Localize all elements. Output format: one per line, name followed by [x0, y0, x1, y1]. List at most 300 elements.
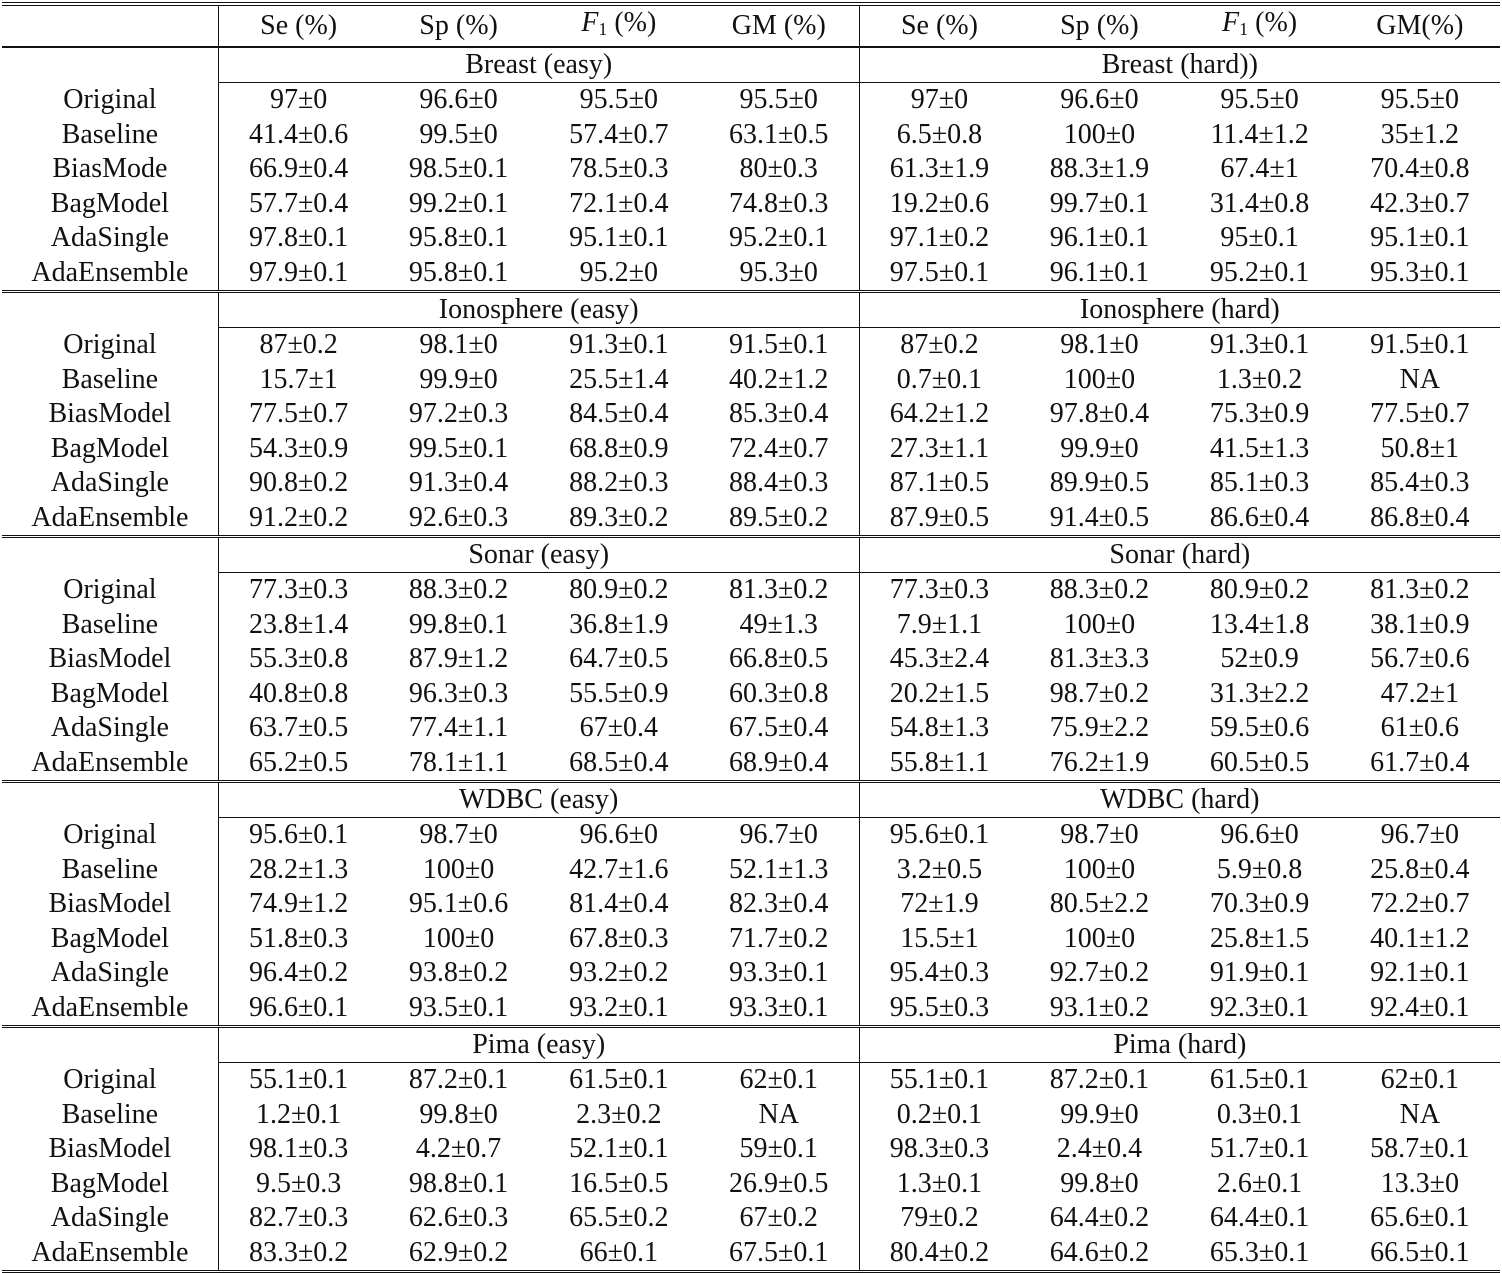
metric-cell: 62±0.1: [699, 1063, 859, 1098]
method-label: BiasModel: [2, 642, 218, 677]
metric-cell: 67±0.2: [699, 1201, 859, 1236]
metric-cell: 89.9±0.5: [1049, 467, 1150, 499]
metric-cell: 100±0: [1063, 608, 1136, 640]
table-row: [2, 187, 1500, 222]
method-label: BiasModel: [2, 887, 218, 922]
method-label: BagModel: [2, 187, 218, 222]
metric-cell: 99.9±0: [419, 363, 498, 395]
metric-cell: 88.3±0.2: [1049, 574, 1150, 606]
metric-cell: 96.6±0: [579, 819, 658, 851]
metric-cell: 64.4±0.2: [1049, 1202, 1150, 1234]
metric-cell: 58.7±0.1: [1370, 1133, 1470, 1165]
metric-cell: 35±1.2: [1380, 118, 1460, 150]
metric-cell: 100±0: [1063, 853, 1136, 885]
metric-cell: 75.3±0.9: [1209, 398, 1310, 430]
metric-cell: 97.8±0.1: [248, 222, 349, 254]
metric-cell: 97±0: [910, 84, 969, 116]
metric-cell: 77.3±0.3: [248, 574, 349, 606]
metric-cell: 96.7±0: [699, 818, 859, 853]
metric-cell: 98.1±0.3: [248, 1133, 349, 1165]
table-row: [2, 1063, 1500, 1098]
metric-cell: 42.3±0.7: [1370, 187, 1470, 219]
group-header-row: [2, 782, 1500, 818]
method-label: BagModel: [2, 432, 218, 467]
metric-cell: 99.2±0.1: [408, 187, 509, 219]
metric-cell: 80.4±0.2: [859, 1236, 1019, 1272]
metric-cell: 41.5±1.3: [1209, 432, 1310, 464]
metric-cell: 63.1±0.5: [699, 118, 859, 153]
metric-cell: 4.2±0.7: [415, 1133, 502, 1165]
metric-cell: 67.8±0.3: [569, 922, 669, 954]
metric-cell: 55.8±1.1: [859, 746, 1019, 782]
metric-cell: 91.3±0.1: [1209, 329, 1310, 361]
metric-cell: 13.3±0: [1380, 1167, 1460, 1199]
metric-cell: 55.1±0.1: [889, 1064, 990, 1096]
group-title-easy: WDBC (easy): [218, 782, 859, 818]
table-row: [2, 1132, 1500, 1167]
metric-cell: 95±0.1: [1220, 222, 1299, 254]
metric-cell: 95.5±0: [1220, 84, 1299, 116]
metric-cell: 98.8±0.1: [408, 1167, 509, 1199]
metric-cell: 91.2±0.2: [218, 501, 378, 537]
metric-cell: NA: [699, 1098, 859, 1133]
results-table-container: [2, 2, 1500, 1273]
table-row: [2, 432, 1500, 467]
method-label: AdaEnsemble: [2, 1236, 218, 1272]
metric-cell: 95.2±0: [539, 256, 699, 292]
metric-cell: 2.6±0.1: [1216, 1167, 1303, 1199]
metric-cell: 15.5±1: [900, 922, 979, 954]
metric-cell: 54.8±1.3: [889, 712, 990, 744]
metric-cell: 51.7±0.1: [1209, 1133, 1310, 1165]
method-label: BiasModel: [2, 397, 218, 432]
metric-cell: 67.4±1: [1220, 153, 1299, 185]
method-label: BagModel: [2, 1167, 218, 1202]
metric-cell: 62.6±0.3: [408, 1202, 509, 1234]
results-body: [2, 47, 1500, 1272]
metric-cell: 65.3±0.1: [1180, 1236, 1340, 1272]
metric-cell: 84.5±0.4: [569, 398, 669, 430]
metric-cell: 97.2±0.3: [408, 398, 509, 430]
metric-cell: NA: [1399, 363, 1441, 395]
table-row: [2, 746, 1500, 782]
group-header-row: [2, 292, 1500, 328]
table-row: [2, 118, 1500, 153]
metric-cell: 82.7±0.3: [248, 1202, 349, 1234]
method-label: AdaSingle: [2, 1201, 218, 1236]
metric-cell: 96.1±0.1: [1049, 222, 1150, 254]
metric-cell: 47.2±1: [1380, 677, 1460, 709]
results-table: [2, 2, 1500, 1273]
metric-cell: 71.7±0.2: [699, 922, 859, 957]
metric-cell: 42.7±1.6: [569, 853, 669, 885]
metric-cell: 96.6±0: [419, 84, 498, 116]
metric-cell: 11.4±1.2: [1210, 118, 1309, 150]
metric-cell: 80.9±0.2: [1209, 574, 1310, 606]
metric-cell: 31.4±0.8: [1209, 187, 1310, 219]
metric-cell: 82.3±0.4: [699, 887, 859, 922]
metric-cell: 20.2±1.5: [889, 677, 990, 709]
metric-cell: 26.9±0.5: [699, 1167, 859, 1202]
metric-cell: 85.1±0.3: [1209, 467, 1310, 499]
method-label: Baseline: [2, 1098, 218, 1133]
metric-cell: 91.3±0.1: [569, 329, 669, 361]
metric-cell: 1.3±0.2: [1216, 363, 1303, 395]
metric-cell: 87.1±0.5: [889, 467, 990, 499]
metric-cell: 64.4±0.1: [1209, 1202, 1310, 1234]
metric-cell: 3.2±0.5: [896, 853, 983, 885]
metric-cell: 99.8±0: [419, 1098, 498, 1130]
metric-cell: 100±0: [1063, 118, 1136, 150]
metric-cell: 66±0.1: [539, 1236, 699, 1272]
table-row: [2, 363, 1500, 398]
metric-cell: 61±0.6: [1380, 712, 1460, 744]
metric-cell: 91.4±0.5: [1019, 501, 1179, 537]
group-title-easy: Breast (easy): [218, 47, 859, 83]
metric-cell: 52.1±0.1: [569, 1133, 669, 1165]
metric-cell: 100±0: [1063, 363, 1136, 395]
metric-cell: 65.2±0.5: [218, 746, 378, 782]
method-label: AdaEnsemble: [2, 991, 218, 1027]
metric-cell: 99.5±0.1: [408, 432, 509, 464]
metric-cell: 0.3±0.1: [1216, 1098, 1303, 1130]
metric-cell: 93.8±0.2: [408, 957, 509, 989]
metric-cell: 61.7±0.4: [1340, 746, 1500, 782]
metric-cell: 40.2±1.2: [699, 363, 859, 398]
method-label: AdaEnsemble: [2, 501, 218, 537]
metric-cell: 52±0.9: [1220, 643, 1299, 675]
metric-cell: 23.8±1.4: [248, 608, 349, 640]
metric-cell: 56.7±0.6: [1370, 643, 1470, 675]
metric-cell: 0.7±0.1: [896, 363, 983, 395]
metric-cell: 40.8±0.8: [248, 677, 349, 709]
group-title-hard: WDBC (hard): [859, 782, 1500, 818]
metric-cell: 79±0.2: [900, 1202, 979, 1234]
group-title-hard: Ionosphere (hard): [859, 292, 1500, 328]
table-row: [2, 83, 1500, 118]
metric-cell: 9.5±0.3: [255, 1167, 342, 1199]
header-row: [2, 4, 1500, 47]
metric-cell: 87±0.2: [900, 329, 979, 361]
header-se-easy: Se (%): [260, 10, 338, 41]
metric-cell: 28.2±1.3: [248, 853, 349, 885]
metric-cell: 57.4±0.7: [569, 118, 669, 150]
metric-cell: 68.9±0.4: [699, 746, 859, 782]
metric-cell: 100±0: [1063, 922, 1136, 954]
metric-cell: NA: [1399, 1098, 1441, 1130]
metric-cell: 55.3±0.8: [248, 643, 349, 675]
metric-cell: 50.8±1: [1380, 432, 1460, 464]
group-title-easy: Sonar (easy): [218, 537, 859, 573]
metric-cell: 95.5±0: [579, 84, 658, 116]
metric-cell: 97.8±0.4: [1049, 398, 1150, 430]
metric-cell: 51.8±0.3: [248, 922, 349, 954]
metric-cell: 92.6±0.3: [378, 501, 538, 537]
metric-cell: 60.5±0.5: [1180, 746, 1340, 782]
method-label: AdaSingle: [2, 956, 218, 991]
method-label: AdaSingle: [2, 711, 218, 746]
metric-cell: 99.5±0: [419, 118, 498, 150]
metric-cell: 62±0.1: [1380, 1064, 1460, 1096]
metric-cell: 65.6±0.1: [1370, 1202, 1470, 1234]
metric-cell: 98.3±0.3: [889, 1133, 990, 1165]
metric-cell: 83.3±0.2: [218, 1236, 378, 1272]
metric-cell: 1.2±0.1: [255, 1098, 342, 1130]
method-label: Baseline: [2, 608, 218, 643]
method-label: BagModel: [2, 922, 218, 957]
metric-cell: 59.5±0.6: [1209, 712, 1310, 744]
metric-cell: 95.3±0.1: [1340, 256, 1500, 292]
metric-cell: 81.3±0.2: [699, 573, 859, 608]
metric-cell: 61.3±1.9: [889, 153, 990, 185]
metric-cell: 93.2±0.2: [569, 957, 669, 989]
metric-cell: 99.9±0: [1060, 432, 1139, 464]
metric-cell: 99.7±0.1: [1049, 187, 1150, 219]
metric-cell: 74.8±0.3: [699, 187, 859, 222]
metric-cell: 70.4±0.8: [1370, 153, 1470, 185]
metric-cell: 99.9±0: [1060, 1098, 1139, 1130]
metric-cell: 96.3±0.3: [408, 677, 509, 709]
table-row: [2, 677, 1500, 712]
metric-cell: 49±1.3: [699, 608, 859, 643]
metric-cell: 96.6±0: [1060, 84, 1139, 116]
group-header-row: [2, 47, 1500, 83]
method-label: BiasModel: [2, 1132, 218, 1167]
metric-cell: 92.1±0.1: [1370, 957, 1470, 989]
metric-cell: 70.3±0.9: [1209, 888, 1310, 920]
metric-cell: 25.8±0.4: [1370, 853, 1470, 885]
table-row: [2, 711, 1500, 746]
metric-cell: 95.1±0.1: [1370, 222, 1470, 254]
metric-cell: 95.5±0: [1380, 84, 1460, 116]
metric-cell: 96.6±0: [1220, 819, 1299, 851]
metric-cell: 72.1±0.4: [569, 187, 669, 219]
metric-cell: 65.5±0.2: [569, 1202, 669, 1234]
group-header-row: [2, 537, 1500, 573]
table-row: [2, 1201, 1500, 1236]
group-title-hard: Breast (hard)): [859, 47, 1500, 83]
metric-cell: 89.5±0.2: [699, 501, 859, 537]
metric-cell: 5.9±0.8: [1216, 853, 1303, 885]
metric-cell: 92.4±0.1: [1340, 991, 1500, 1027]
metric-cell: 95.1±0.1: [569, 222, 669, 254]
metric-cell: 64.7±0.5: [569, 643, 669, 675]
table-row: [2, 397, 1500, 432]
group-header-row: [2, 1027, 1500, 1063]
metric-cell: 27.3±1.1: [889, 432, 990, 464]
metric-cell: 25.8±1.5: [1209, 922, 1310, 954]
header-se-hard: Se (%): [900, 10, 978, 41]
metric-cell: 99.8±0: [1060, 1167, 1139, 1199]
table-row: [2, 152, 1500, 187]
metric-cell: 90.8±0.2: [248, 467, 349, 499]
header-f1-easy: $F_1$ (%): [581, 7, 657, 39]
metric-cell: 41.4±0.6: [248, 118, 349, 150]
metric-cell: 88.2±0.3: [569, 467, 669, 499]
metric-cell: 64.2±1.2: [889, 398, 990, 430]
table-row: [2, 1167, 1500, 1202]
metric-cell: 72.2±0.7: [1370, 888, 1470, 920]
metric-cell: 98.7±0.2: [1049, 677, 1150, 709]
metric-cell: 77.5±0.7: [1370, 398, 1470, 430]
metric-cell: 66.8±0.5: [699, 642, 859, 677]
metric-cell: 74.9±1.2: [248, 888, 349, 920]
method-label: BagModel: [2, 677, 218, 712]
method-label: Baseline: [2, 118, 218, 153]
method-label: Baseline: [2, 363, 218, 398]
table-row: [2, 466, 1500, 501]
table-row: [2, 221, 1500, 256]
metric-cell: 96.7±0: [1380, 819, 1460, 851]
metric-cell: 87±0.2: [259, 329, 338, 361]
metric-cell: 78.5±0.3: [569, 153, 669, 185]
metric-cell: 93.2±0.1: [539, 991, 699, 1027]
metric-cell: 95.2±0.1: [699, 221, 859, 256]
metric-cell: 54.3±0.9: [248, 432, 349, 464]
group-label-spacer: [2, 47, 218, 83]
metric-cell: 55.1±0.1: [248, 1064, 349, 1096]
metric-cell: 13.4±1.8: [1209, 608, 1310, 640]
metric-cell: 38.1±0.9: [1370, 608, 1470, 640]
method-label: Baseline: [2, 853, 218, 888]
metric-cell: 45.3±2.4: [889, 643, 990, 675]
metric-cell: 81.3±0.2: [1370, 574, 1470, 606]
metric-cell: 95.5±0: [699, 83, 859, 118]
group-label-spacer: [2, 292, 218, 328]
metric-cell: 95.1±0.6: [408, 888, 509, 920]
metric-cell: 68.8±0.9: [569, 432, 669, 464]
table-row: [2, 991, 1500, 1027]
metric-cell: 80.5±2.2: [1049, 888, 1150, 920]
metric-cell: 93.5±0.1: [378, 991, 538, 1027]
metric-cell: 96.4±0.2: [248, 957, 349, 989]
metric-cell: 55.5±0.9: [569, 677, 669, 709]
metric-cell: 1.3±0.1: [896, 1167, 983, 1199]
metric-cell: 100±0: [422, 922, 495, 954]
method-label: AdaEnsemble: [2, 256, 218, 292]
table-row: [2, 1098, 1500, 1133]
metric-cell: 99.8±0.1: [408, 608, 509, 640]
metric-cell: 36.8±1.9: [569, 608, 669, 640]
metric-cell: 64.6±0.2: [1019, 1236, 1179, 1272]
metric-cell: 31.3±2.2: [1209, 677, 1310, 709]
metric-cell: 2.3±0.2: [576, 1098, 662, 1130]
metric-cell: 98.7±0: [1060, 819, 1139, 851]
metric-cell: 98.1±0: [1060, 329, 1139, 361]
metric-cell: 0.2±0.1: [896, 1098, 983, 1130]
group-title-easy: Ionosphere (easy): [218, 292, 859, 328]
metric-cell: 92.7±0.2: [1049, 957, 1150, 989]
metric-cell: 15.7±1: [259, 363, 338, 395]
metric-cell: 52.1±1.3: [699, 853, 859, 888]
metric-cell: 95.8±0.1: [408, 222, 509, 254]
metric-cell: 86.6±0.4: [1180, 501, 1340, 537]
method-label: Original: [2, 1063, 218, 1098]
metric-cell: 95.2±0.1: [1180, 256, 1340, 292]
metric-cell: 77.4±1.1: [408, 712, 509, 744]
metric-cell: 72±1.9: [900, 888, 979, 920]
metric-cell: 66.9±0.4: [248, 153, 349, 185]
metric-cell: 100±0: [422, 853, 495, 885]
method-label: Original: [2, 83, 218, 118]
header-gm-hard: GM(%): [1376, 10, 1464, 41]
metric-cell: 77.3±0.3: [889, 574, 990, 606]
metric-cell: 95.3±0: [699, 256, 859, 292]
metric-cell: 80.9±0.2: [569, 574, 669, 606]
method-label: Original: [2, 573, 218, 608]
metric-cell: 6.5±0.8: [896, 118, 983, 150]
metric-cell: 77.5±0.7: [248, 398, 349, 430]
metric-cell: 97.1±0.2: [889, 222, 990, 254]
metric-cell: 91.5±0.1: [1370, 329, 1470, 361]
metric-cell: 93.3±0.1: [699, 991, 859, 1027]
metric-cell: 7.9±1.1: [896, 608, 983, 640]
metric-cell: 97±0: [269, 84, 328, 116]
table-row: [2, 608, 1500, 643]
group-label-spacer: [2, 782, 218, 818]
metric-cell: 57.7±0.4: [248, 187, 349, 219]
metric-cell: 91.5±0.1: [699, 328, 859, 363]
header-gm-easy: GM (%): [699, 4, 859, 47]
metric-cell: 88.3±1.9: [1049, 153, 1150, 185]
table-row: [2, 956, 1500, 991]
method-label: AdaSingle: [2, 221, 218, 256]
method-label: BiasMode: [2, 152, 218, 187]
metric-cell: 85.4±0.3: [1370, 467, 1470, 499]
metric-cell: 98.5±0.1: [408, 153, 509, 185]
metric-cell: 96.1±0.1: [1019, 256, 1179, 292]
metric-cell: 97.9±0.1: [218, 256, 378, 292]
metric-cell: 67±0.4: [579, 712, 658, 744]
metric-cell: 96.6±0.1: [218, 991, 378, 1027]
metric-cell: 76.2±1.9: [1019, 746, 1179, 782]
metric-cell: 89.3±0.2: [539, 501, 699, 537]
header-f1-hard: $F_1$ (%): [1222, 7, 1298, 39]
metric-cell: 67.5±0.1: [699, 1236, 859, 1272]
metric-cell: 88.3±0.2: [408, 574, 509, 606]
metric-cell: 16.5±0.5: [569, 1167, 669, 1199]
metric-cell: 62.9±0.2: [378, 1236, 538, 1272]
metric-cell: 81.3±3.3: [1049, 643, 1150, 675]
metric-cell: 87.2±0.1: [408, 1064, 509, 1096]
header-sp-easy: Sp (%): [419, 10, 498, 41]
metric-cell: 25.5±1.4: [569, 363, 669, 395]
metric-cell: 66.5±0.1: [1340, 1236, 1500, 1272]
metric-cell: 95.6±0.1: [248, 819, 349, 851]
metric-cell: 86.8±0.4: [1340, 501, 1500, 537]
table-row: [2, 573, 1500, 608]
metric-cell: 87.9±1.2: [408, 643, 509, 675]
metric-cell: 80±0.3: [699, 152, 859, 187]
method-label: Original: [2, 818, 218, 853]
table-row: [2, 818, 1500, 853]
group-label-spacer: [2, 537, 218, 573]
table-row: [2, 853, 1500, 888]
group-label-spacer: [2, 1027, 218, 1063]
table-row: [2, 328, 1500, 363]
metric-cell: 67.5±0.4: [699, 711, 859, 746]
metric-cell: 91.3±0.4: [408, 467, 509, 499]
table-row: [2, 642, 1500, 677]
metric-cell: 95.5±0.3: [859, 991, 1019, 1027]
metric-cell: 98.7±0: [419, 819, 498, 851]
table-row: [2, 501, 1500, 537]
metric-cell: 61.5±0.1: [569, 1064, 669, 1096]
metric-cell: 2.4±0.4: [1056, 1133, 1143, 1165]
metric-cell: 95.8±0.1: [378, 256, 538, 292]
metric-cell: 87.2±0.1: [1049, 1064, 1150, 1096]
method-label: AdaEnsemble: [2, 746, 218, 782]
